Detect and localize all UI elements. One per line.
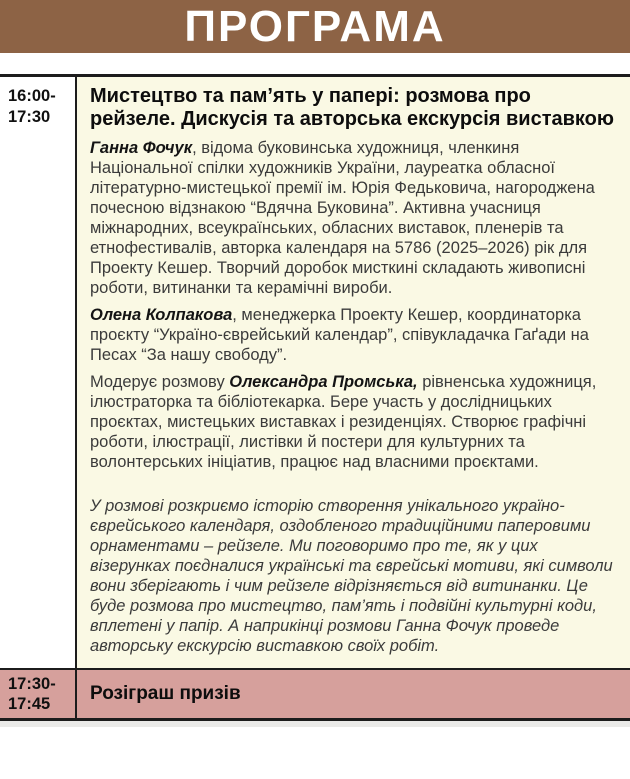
session-time-cell (0, 76, 76, 670)
prize-time-start: 17:30- (8, 675, 56, 693)
moderator-name: Олександра Промська, (229, 373, 418, 391)
header-bar (0, 0, 630, 53)
speaker1-bio (90, 138, 618, 298)
session-time-start: 16:00- (8, 87, 56, 105)
speaker2-bio-text: , менеджерка Проекту Кешер, координаторка проєкту “Україно-єврейський календар”, співукладачка Гаґади на Песах “За нашу свободу”. (90, 306, 589, 364)
prize-time-cell (0, 669, 76, 720)
prize-content-cell (76, 669, 630, 720)
prize-title: Розіграш призів (90, 683, 241, 704)
prize-row (0, 669, 630, 720)
page-bottom-edge (0, 721, 630, 727)
session-row (0, 76, 630, 670)
session-content-cell (76, 76, 630, 670)
moderator-bio-text: рівненська художниця, ілюстраторка та бібліотекарка. Бере участь у дослідницьких проєктах, мистецьких виставках і резиденціях. Створює графічні роботи, ілюстрації, листівки й постери для культурних та волонтерських ініціатив, працює над власними проєктами. (90, 373, 597, 471)
moderator-bio (90, 372, 618, 472)
speaker1-bio-text: , відома буковинська художниця, членкиня Національної спілки художників України, лауреатка обласної літературно-мистецької премії ім. Юрія Федьковича, нагороджена почесною відзнакою “Вдячна Буковина”. Активна учасниця міжнародних, всеукраїнських, обласних виставок, пленерів та етнофестивалів, авторка календаря на 5786 (2025–2026) рік для Проекту Кешер. Творчий доробок мисткині складають живописні роботи, витинанки та керамічні вироби. (90, 139, 595, 297)
schedule-table (0, 74, 630, 721)
header-gap (0, 53, 630, 74)
speaker2-bio (90, 305, 618, 365)
program-title: ПРОГРАМА (184, 2, 446, 51)
session-abstract: У розмові розкриємо історію створення унікального україно-єврейського календаря, оздобленого традиційними паперовими орнаментами – рейзеле. Ми поговоримо про те, як у цих візерунках поєдналися українські та єврейські мотиви, які символи вони зберігають і чим рейзеле відрізняється від витинанки. Це буде розмова про мистецтво, пам’ять і подвійні культурні коди, вплетені у папір. А наприкінці розмови Ганна Фочук проведе авторську екскурсію виставкою своїх робіт. (90, 497, 613, 655)
speaker1-name: Ганна Фочук (90, 139, 193, 157)
moderator-lead: Модерує розмову (90, 373, 230, 391)
session-time-end: 17:30 (8, 108, 51, 126)
session-title: Мистецтво та пам’ять у папері: розмова про рейзеле. Дискусія та авторська екскурсія виставкою (90, 85, 614, 130)
speaker2-name: Олена Колпакова (90, 306, 233, 324)
prize-time-end: 17:45 (8, 695, 51, 713)
